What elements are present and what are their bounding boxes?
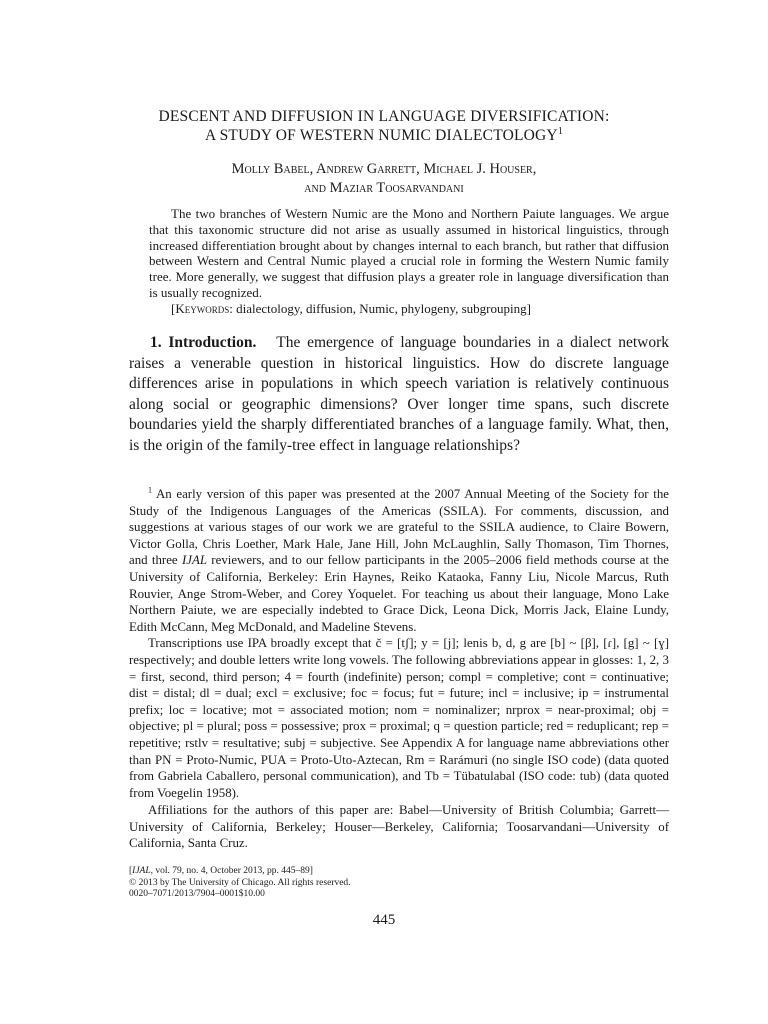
author-line-1: Molly Babel, Andrew Garrett, Michael J. Houser, — [231, 161, 537, 177]
author-line-2: and Maziar Toosarvandani — [304, 180, 464, 196]
keywords-list: dialectology, diffusion, Numic, phylogeny, subgrouping] — [232, 300, 531, 316]
citation-block — [129, 866, 669, 901]
keywords-label: [Keywords: — [171, 300, 233, 316]
footnote-text-b: reviewers, and to our fellow participants in the 2005–2006 field methods course at the University of California, Berkeley: Erin Haynes, Reiko Kataoka, Fanny Liu, Nicole Marcus, Ruth Rouvier, Ange Strom-Weber, and Corey Yoquelet. For teaching us about their language, Mono Lake Northern Paiute, we are especially indebted to Grace Dick, Leona Dick, Morris Jack, Elaine Lundy, Edith McCann, Meg McDonald, and Madeline Stevens. — [129, 553, 669, 634]
citation-journal: IJAL — [132, 866, 151, 876]
citation-open: [ — [129, 866, 133, 876]
footnote — [129, 486, 669, 801]
footnote-text-a: An early version of this paper was presented at the 2007 Annual Meeting of the Society for the Study of the Indigenous Languages of the Americas (SSILA). For comments, discussion, and suggestions at various stages of our work we are grateful to the SSILA audience, to Claire Bowern, Victor Golla, Chris Loether, Mark Hale, Jane Hill, John McLaughlin, Sally Thomason, Tim Thornes, and three — [129, 487, 669, 568]
section-heading: 1. Introduction. — [150, 334, 257, 351]
citation-volume: , vol. 79, no. 4, October 2013, pp. 445–89] — [150, 866, 313, 876]
title-line-1: DESCENT AND DIFFUSION IN LANGUAGE DIVERSIFICATION: — [158, 108, 610, 125]
title-line-2-text: A STUDY OF WESTERN NUMIC DIALECTOLOGY — [204, 127, 558, 144]
title-line-2 — [100, 126, 668, 145]
citation-issn: 0020–7071/2013/7904–0001$10.00 — [129, 889, 265, 899]
abstract — [149, 206, 669, 317]
footnote-mark: 1 — [148, 485, 152, 495]
affiliations — [129, 802, 669, 852]
title-footnote-mark: 1 — [557, 125, 564, 137]
author-list — [100, 160, 668, 198]
footnote-paragraph-2: Transcriptions use IPA broadly except that č = [tʃ]; y = [j]; lenis b, d, g are [b] ~ [β], [ɾ], [g] ~ [ɣ] respectively; and double letters write long vowels. The following abbreviations appear in glosses: 1, 2, 3 = first, second, third person; 4 = fourth (indefinite) person; compl = completive; cont = continuative; dist = distal; dl = dual; excl = exclusive; foc = focus; fut = future; incl = inclusive; ip = instrumental prefix; loc = locative; mot = associated motion; nom = nominalizer; nrprox = near-proximal; obj = objective; pl = plural; poss = possessive; prox = proximal; q = question particle; red = reduplicant; rep = repetitive; rstlv = resultative; subj = subjective. See Appendix A for language name abbreviations other than PN = Proto-Numic, PUA = Proto-Uto-Aztecan, Rm = Rarámuri (no single ISO code) (data quoted from Gabriela Caballero, personal communication), and Tb = Tübatulabal (ISO code: tub) (data quoted from Voegelin 1958). — [129, 636, 669, 800]
citation-copyright: © 2013 by The University of Chicago. All rights reserved. — [129, 877, 351, 888]
footnote-paragraph-1 — [129, 486, 669, 635]
citation-line-1 — [129, 866, 669, 878]
page-number: 445 — [372, 912, 396, 928]
affiliations-text: Affiliations for the authors of this paper are: Babel—University of British Columbia; Garrett—University of California, Berkeley; Houser—Berkeley, California; Toosarvandani—University of California, Santa Cruz. — [129, 803, 669, 851]
introduction-text: The emergence of language boundaries in a dialect network raises a venerable question in historical linguistics. How do discrete language differences arise in populations in which speech variation is relatively continuous along social or geographic dimensions? Over longer time spans, such discrete boundaries yield the sharply differentiated branches of a language family. What, then, is the origin of the family-tree effect in language relationships? — [129, 334, 669, 454]
introduction-paragraph — [129, 333, 669, 456]
abstract-text: The two branches of Western Numic are the Mono and Northern Paiute languages. We argue that this taxonomic structure did not arise as usually assumed in historical linguistics, through increased differentiation brought about by changes internal to each branch, but rather that diffusion between Western and Central Numic played a crucial role in forming the Western Numic family tree. More generally, we suggest that diffusion plays a greater role in language diversification than is usually recognized. — [149, 206, 669, 300]
paper-title — [100, 107, 668, 145]
footnote-journal-ref: IJAL — [181, 553, 208, 568]
introduction-section — [129, 333, 669, 456]
keywords — [149, 301, 669, 317]
